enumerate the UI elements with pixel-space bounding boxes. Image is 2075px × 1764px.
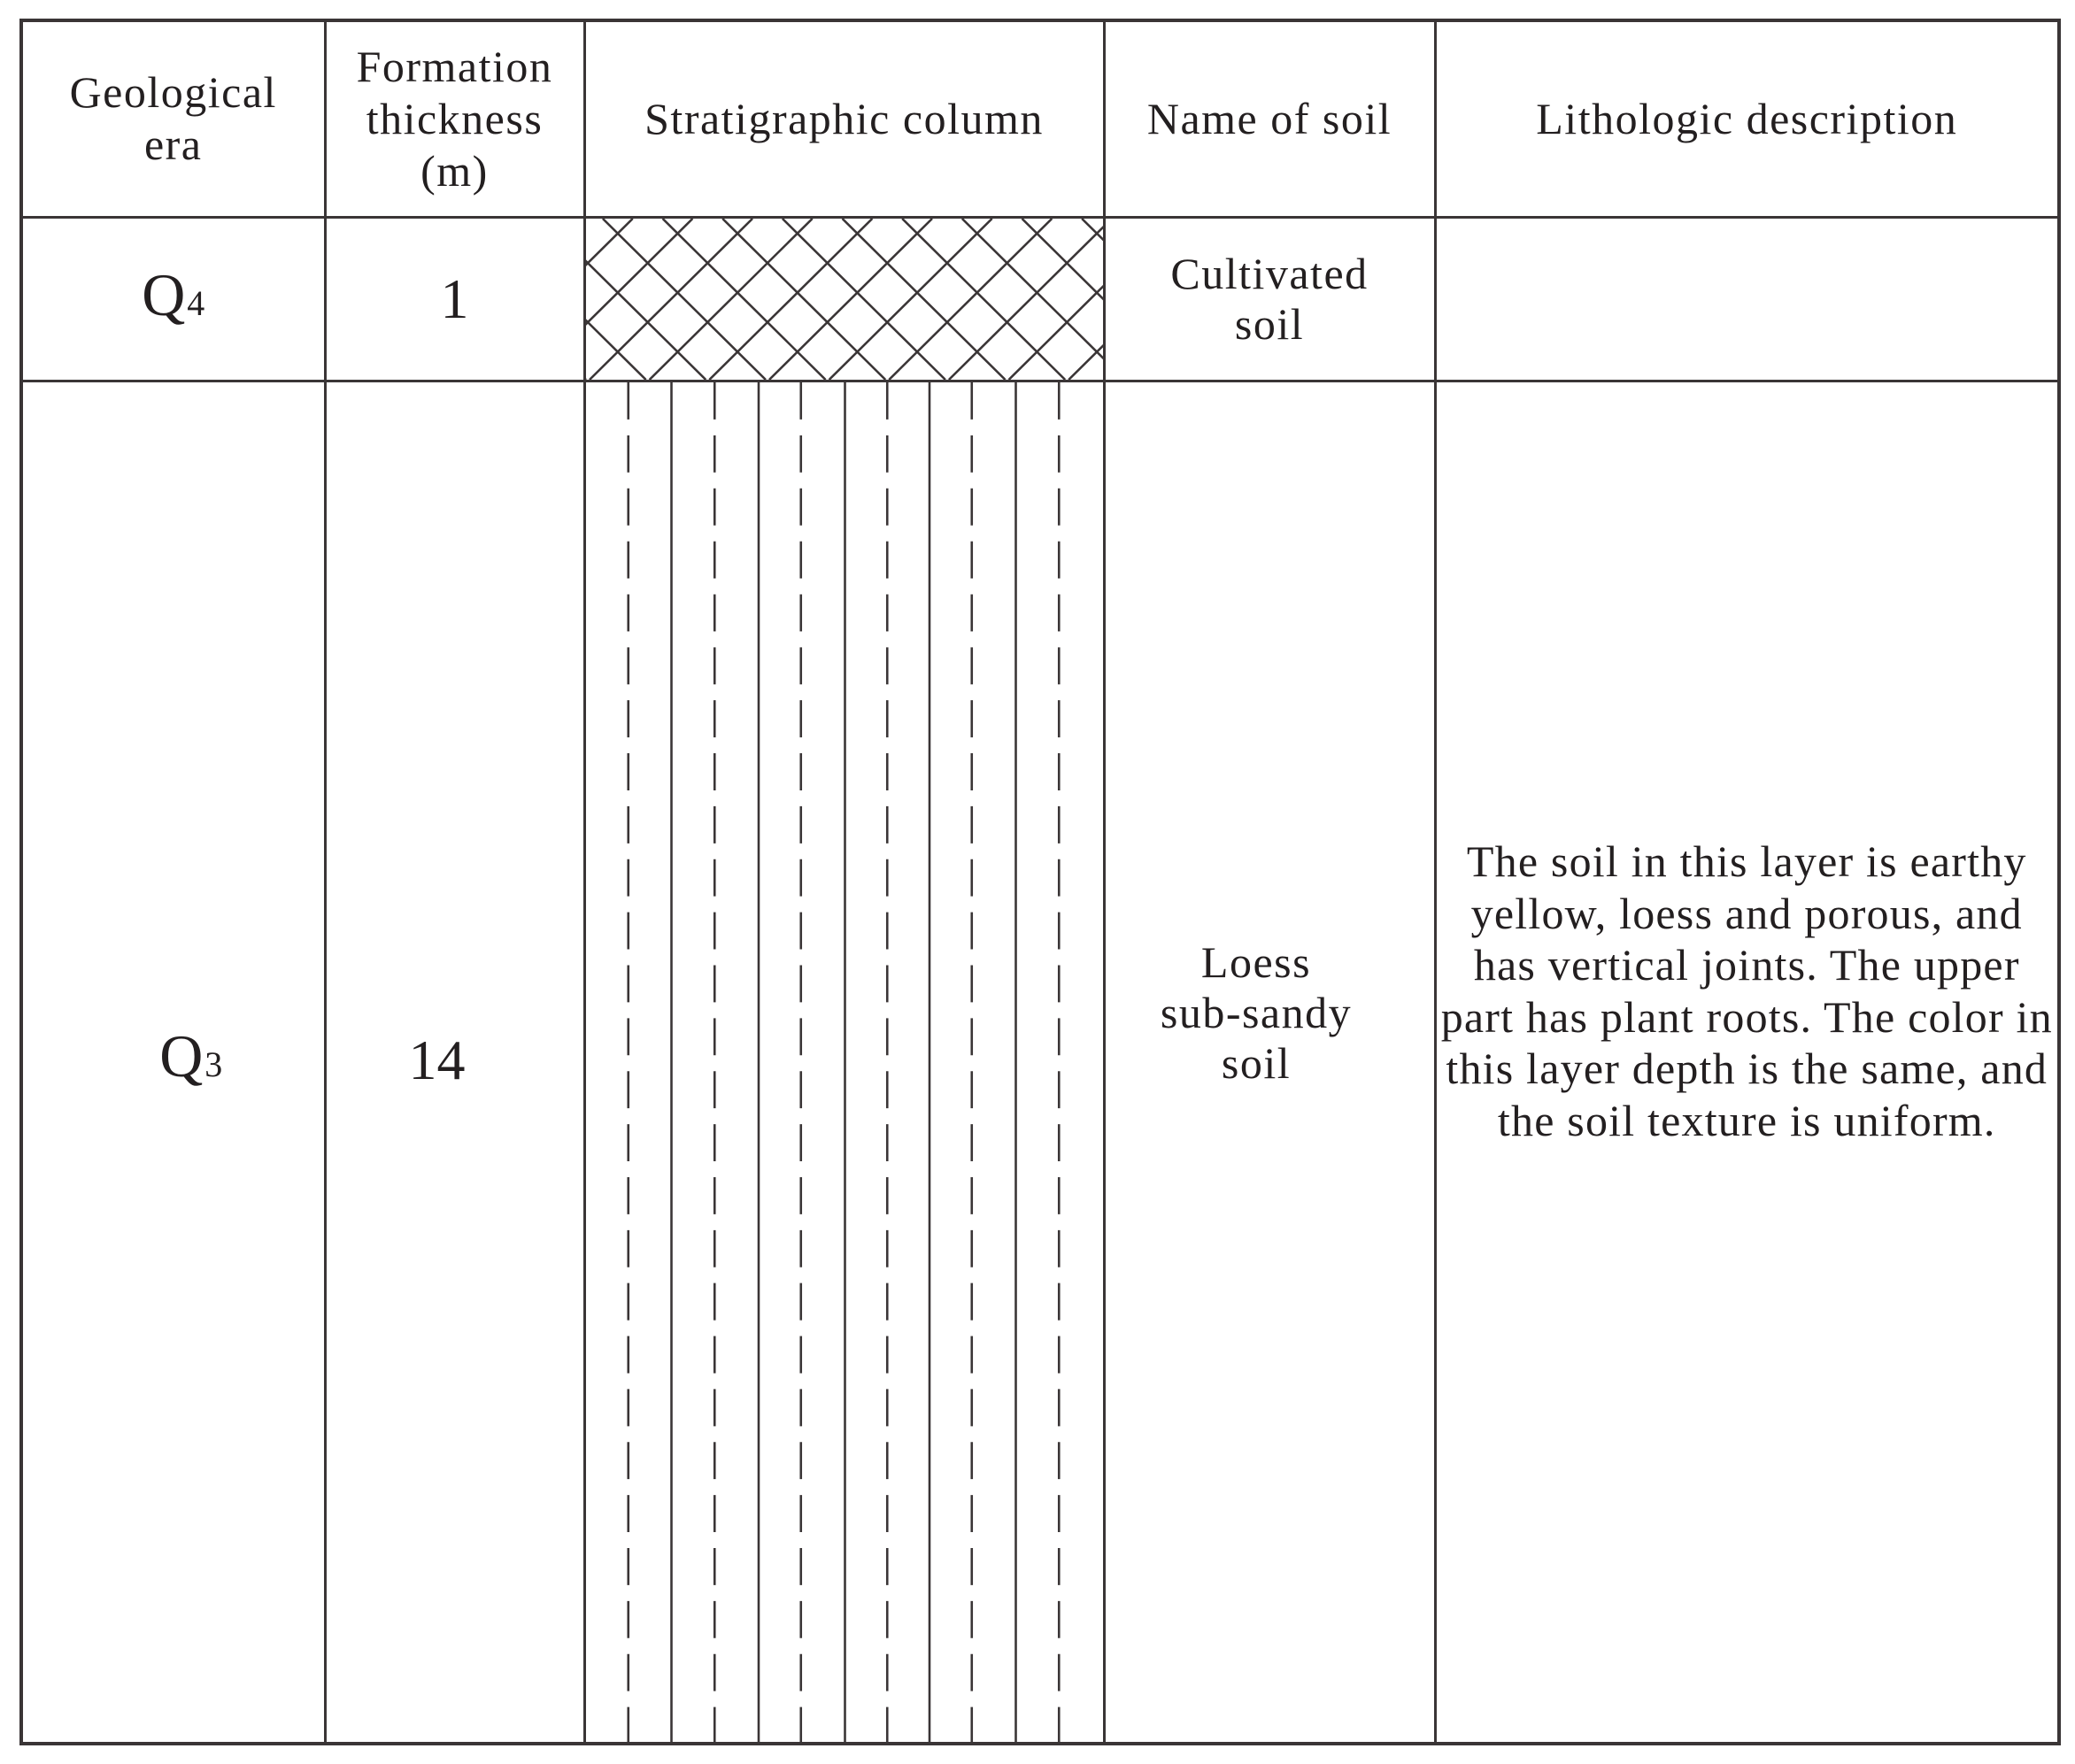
hatch-line xyxy=(768,219,931,380)
era-letter: Q xyxy=(159,1021,204,1090)
column-cell-q4 xyxy=(584,217,1104,381)
layer-row-q4 xyxy=(21,217,2059,381)
era-subscript: 4 xyxy=(187,282,205,323)
soil-name-line: Loess xyxy=(1200,937,1312,988)
layer-row-q3 xyxy=(21,381,2059,1744)
header-lithologic-description: Lithologic description xyxy=(1435,20,2059,217)
loess-dashed-pattern xyxy=(586,382,1103,1743)
soil-name-line: soil xyxy=(1234,298,1305,349)
soil-name-cell-q3 xyxy=(1104,381,1435,1744)
hatch-line xyxy=(842,219,1005,380)
hatch-line xyxy=(722,219,885,380)
header-formation-thickness: Formation thickness (m) xyxy=(325,20,584,217)
hatch-line xyxy=(589,219,752,380)
era-cell-q4 xyxy=(21,217,325,381)
hatch-line xyxy=(602,219,765,380)
crosshatch-pattern xyxy=(586,219,1103,380)
lithologic-description-text: The soil in this layer is earthy yellow, loess and porous, and has vertical joints. The upper part has plant roots. The color in this layer depth is the same, and the soil texture is uniform. xyxy=(1440,836,2053,1145)
header-name-of-soil: Name of soil xyxy=(1104,20,1435,217)
era-cell-q3 xyxy=(21,381,325,1744)
hatch-line xyxy=(902,219,1065,380)
header-geological-era: Geological era xyxy=(21,20,325,217)
hatch-line xyxy=(586,219,646,380)
hatch-line xyxy=(889,219,1052,380)
description-cell-q3 xyxy=(1435,381,2059,1744)
era-subscript: 3 xyxy=(204,1044,223,1084)
hatch-line xyxy=(829,219,991,380)
column-cell-q3 xyxy=(584,381,1104,1744)
hatch-line xyxy=(709,219,872,380)
header-stratigraphic-column: Stratigraphic column xyxy=(584,20,1104,217)
thickness-cell-q3: 14 xyxy=(325,381,584,1744)
stratigraphic-table xyxy=(19,19,2061,1745)
soil-name-cell-q4 xyxy=(1104,217,1435,381)
soil-name-line: soil xyxy=(1221,1038,1292,1089)
hatch-line xyxy=(649,219,812,380)
soil-name-line: sub-sandy xyxy=(1160,988,1353,1038)
description-cell-q4 xyxy=(1435,217,2059,381)
era-letter: Q xyxy=(142,260,186,328)
soil-name-line: Cultivated xyxy=(1170,248,1369,298)
hatch-line xyxy=(586,219,692,380)
thickness-cell-q4: 1 xyxy=(325,217,584,381)
hatch-line xyxy=(662,219,825,380)
header-row xyxy=(21,20,2059,217)
hatch-line xyxy=(782,219,945,380)
